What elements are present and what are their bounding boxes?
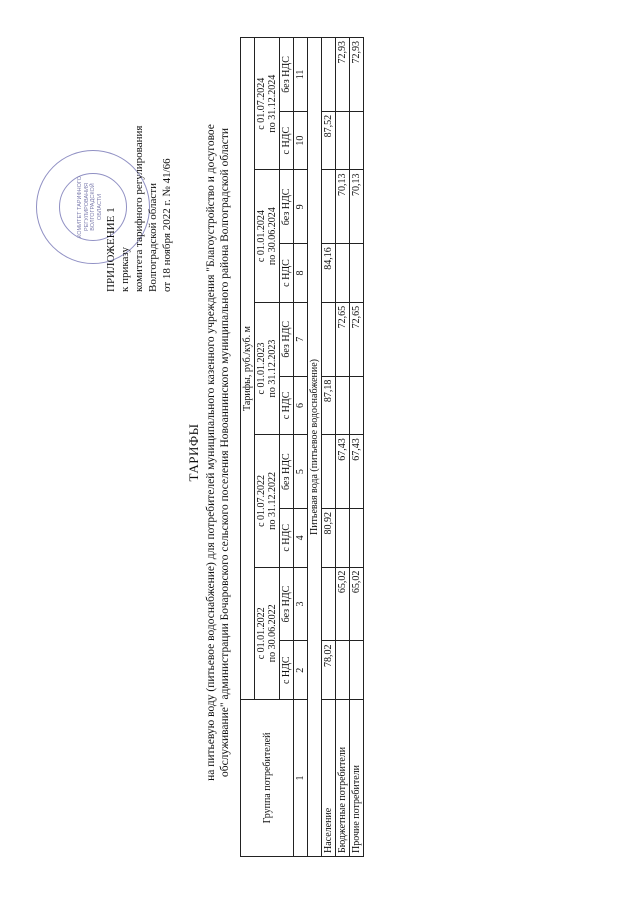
column-number: 2 [294,641,308,700]
period-header [255,170,280,302]
tariffs-header: Тарифы, руб./куб. м [241,38,255,700]
tariff-value [322,38,336,112]
column-number: 3 [294,567,308,641]
tariff-value: 70,13 [350,170,364,244]
consumer-group: Население [322,700,336,857]
tariff-value [350,641,364,700]
tariff-value [322,302,336,376]
tariff-value: 67,43 [336,435,350,509]
period-from: с 01.01.2023 [256,342,267,395]
document-title: ТАРИФЫ [186,423,201,482]
tariff-value: 84,16 [322,244,336,303]
tariff-value: 72,65 [336,302,350,376]
appendix-region: Волгоградской области [147,183,159,292]
appendix-committee: комитета тарифного регулирования [133,125,145,292]
column-number: 6 [294,376,308,435]
tariff-table-body [308,38,364,857]
tariff-value: 67,43 [350,435,364,509]
period-to: по 31.12.2022 [267,471,278,530]
column-number: 7 [294,302,308,376]
appendix-date-number: от 18 ноября 2022 г. № 41/66 [161,158,173,292]
section-label: Питьевая вода (питьевое водоснабжение) [308,38,322,857]
appendix-title: ПРИЛОЖЕНИЕ 1 [105,207,117,292]
period-to: по 30.06.2024 [267,207,278,266]
tariff-value [336,509,350,568]
vat-without-header: без НДС [280,170,294,244]
tariff-value: 72,93 [336,38,350,112]
tariff-value: 78,02 [322,641,336,700]
tariff-value [336,376,350,435]
tariff-value [350,376,364,435]
vat-with-header: с НДС [280,376,294,435]
document-subtitle: на питьевую воду (питьевое водоснабжение) для потребителей муниципального казенного учреждения "Благоустройство и досуговое обслуживание" администрации Бочаровского сельского поселения Новоаннинского муниципального района Волгоградской области [205,124,231,781]
column-number: 8 [294,244,308,303]
consumer-group: Бюджетные потребители [336,700,350,857]
vat-without-header: без НДС [280,435,294,509]
tariff-value [336,641,350,700]
appendix-order-ref: к приказу [119,246,131,292]
column-number-row [294,38,308,857]
period-to: по 31.12.2024 [267,74,278,133]
tariff-value [350,509,364,568]
tariff-table [240,37,364,857]
table-row [350,38,364,857]
table-row [336,38,350,857]
period-header [255,435,280,567]
tariff-value [336,111,350,170]
column-number: 5 [294,435,308,509]
tariff-value: 87,18 [322,376,336,435]
tariff-value: 65,02 [336,567,350,641]
vat-with-header: с НДС [280,111,294,170]
period-to: по 31.12.2023 [267,339,278,398]
appendix-block [104,52,174,292]
period-header [255,38,280,170]
vat-with-header: с НДС [280,509,294,568]
period-header [255,302,280,434]
vat-with-header: с НДС [280,641,294,700]
tariff-value [322,567,336,641]
tariff-value: 87,52 [322,111,336,170]
consumer-group: Прочие потребители [350,700,364,857]
table-row [322,38,336,857]
section-row [308,38,322,857]
period-header [255,567,280,699]
column-number: 9 [294,170,308,244]
tariff-value [336,244,350,303]
tariff-value [350,111,364,170]
vat-without-header: без НДС [280,38,294,112]
stamp-text: КОМИТЕТ ТАРИФНОГО РЕГУЛИРОВАНИЯ ВОЛГОГРАДСКОЙ ОБЛАСТИ [77,176,103,238]
group-header: Группа потребителей [241,700,294,857]
tariff-value [322,435,336,509]
period-from: с 01.07.2024 [256,77,267,130]
column-number: 11 [294,38,308,112]
vat-without-header: без НДС [280,567,294,641]
vat-without-header: без НДС [280,302,294,376]
column-number: 10 [294,111,308,170]
tariff-value [350,244,364,303]
period-from: с 01.01.2022 [256,607,267,660]
period-from: с 01.07.2022 [256,474,267,527]
column-number: 1 [294,700,308,857]
period-from: с 01.01.2024 [256,210,267,263]
tariff-value: 70,13 [336,170,350,244]
tariff-value [322,170,336,244]
period-to: по 30.06.2022 [267,604,278,663]
column-number: 4 [294,509,308,568]
tariff-value: 65,02 [350,567,364,641]
tariff-value: 72,93 [350,38,364,112]
vat-with-header: с НДС [280,244,294,303]
tariff-value: 80,92 [322,509,336,568]
tariff-value: 72,65 [350,302,364,376]
